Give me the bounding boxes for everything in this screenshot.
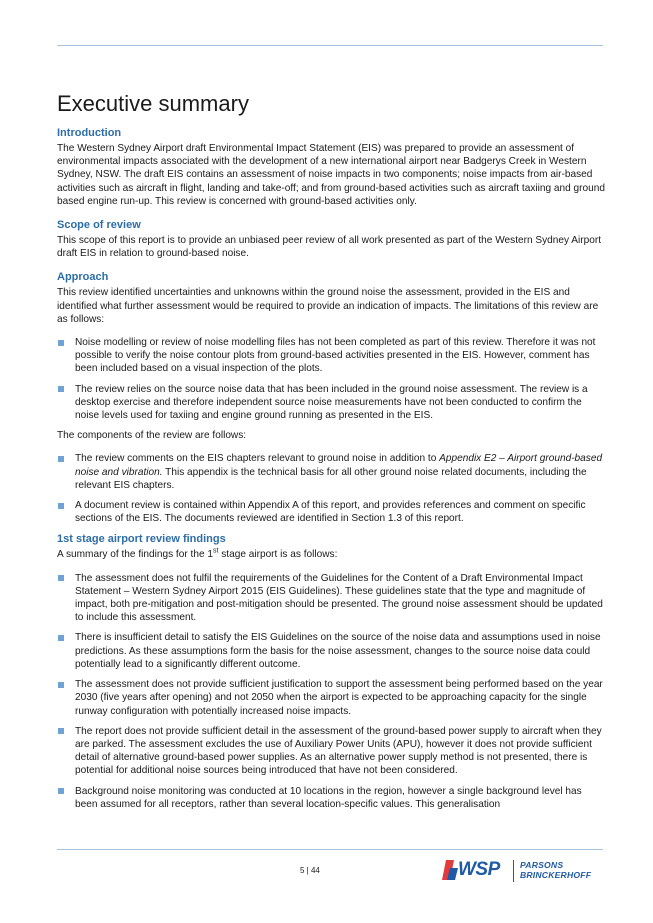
list-item: [57, 499, 605, 525]
logo-wsp-text: WSP: [458, 859, 500, 880]
appendix-reference: Appendix E2 – Airport ground-based noise and vibration.: [75, 453, 603, 478]
logo-parsons-text: PARSONS: [520, 860, 564, 870]
section-approach: [57, 270, 605, 525]
ordinal-superscript: st: [212, 548, 219, 556]
wsp-logo-mark-icon: [440, 858, 458, 882]
section-introduction: [57, 126, 605, 208]
list-item-text: The assessment does not fulfil the requirements of the Guidelines for the Content of a Draft Environmental Impact Statement – Western Sydney Airport 2015 (EIS Guidelines). These guidelines state that the type and magnitude of impact, both pre-mitigation and post-mitigation should be presented. The ground noise assessment should be updated to include this assessment.: [75, 572, 603, 624]
components-list: [57, 452, 605, 525]
components-intro: The components of the review are follows:: [57, 430, 247, 442]
page-content: [57, 90, 605, 818]
list-item-text: There is insufficient detail to satisfy the EIS Guidelines on the source of the noise data and assumptions used in noise predictions. As these assumptions form the basis for the noise assessment, changes to the source noise data could potentially lead to a significantly different outcome.: [75, 632, 601, 670]
findings-intro-pre: A summary of the findings for the 1: [57, 549, 213, 561]
list-item: [57, 336, 605, 376]
square-bullet-icon: [58, 503, 64, 509]
list-item: [57, 452, 605, 492]
section-findings: [57, 532, 605, 810]
page-title: Executive summary: [57, 91, 249, 116]
scope-heading: Scope of review: [57, 219, 141, 232]
findings-intro: [57, 548, 605, 561]
square-bullet-icon: [58, 575, 64, 581]
square-bullet-icon: [58, 682, 64, 688]
list-item-text: The review relies on the source noise data that has been included in the ground noise assessment. The review is a desktop exercise and therefore independent source noise measurements have not been conducted to confirm the noise levels used for taxiing and engine ground running as presented in the EIS.: [75, 383, 588, 422]
list-item-text: Background noise monitoring was conducted at 10 locations in the region, however a single background level has been assumed for all receptors, rather than several location-specific values. This generalisation: [75, 785, 582, 810]
list-item-text: Noise modelling or review of noise modelling files has not been completed as part of this review. Therefore it was not possible to verify the noise contour plots from ground-based activities presented in the EIS. However, comment has been included based on a visual inspection of the plots.: [75, 337, 596, 375]
list-item-text: A document review is contained within Appendix A of this report, and provides references and comment on specific sections of the EIS. The documents reviewed are identified in Section 1.3 of this report.: [75, 500, 586, 525]
findings-heading: 1st stage airport review findings: [57, 533, 226, 546]
list-item: [57, 785, 605, 811]
limitations-list: [57, 336, 605, 422]
square-bullet-icon: [58, 340, 64, 346]
header-rule: [57, 45, 603, 46]
introduction-paragraph: The Western Sydney Airport draft Environmental Impact Statement (EIS) was prepared to provide an assessment of environmental impacts associated with the development of a new international airport near Badgerys Creek in Western Sydney, NSW. The draft EIS contains an assessment of noise impacts in two components; noise impacts from air-based activities such as aircraft in flight, landing and take-off; and from ground-based activities such as aircraft taxiing and ground based engine run-up. This review is concerned with ground-based activities only.: [57, 143, 605, 207]
component1-post: This appendix is the technical basis for all other ground noise related documents, including the relevant EIS chapters.: [75, 466, 587, 491]
logo-divider: [513, 860, 514, 882]
wsp-parsons-brinckerhoff-logo: [440, 856, 600, 886]
square-bullet-icon: [58, 456, 64, 462]
component1-pre: The review comments on the EIS chapters relevant to ground noise in addition to: [75, 453, 440, 465]
list-item: [57, 572, 605, 625]
scope-paragraph: This scope of this report is to provide an unbiased peer review of all work presented as part of the Western Sydney Airport draft EIS in relation to ground-based noise.: [57, 235, 602, 260]
list-item: [57, 383, 605, 423]
approach-heading: Approach: [57, 271, 109, 284]
introduction-heading: Introduction: [57, 127, 122, 139]
list-item-text: The assessment does not provide sufficient justification to support the assessment being performed based on the year 2030 (five years after opening) and not 2050 when the airport is expected to be approaching capacity for the single runway configuration with potentially increased noise impacts.: [75, 679, 603, 717]
square-bullet-icon: [58, 788, 64, 794]
findings-list: [57, 572, 605, 811]
findings-intro-post: stage airport is as follows:: [218, 549, 338, 561]
list-item: [57, 678, 605, 718]
footer-rule: [57, 849, 603, 850]
square-bullet-icon: [58, 635, 64, 641]
list-item-text: The report does not provide sufficient detail in the assessment of the ground-based power supply to aircraft when they are parked. The assessment excludes the use of Auxiliary Power Units (APU), however it does not provide sufficient detail of alternative ground-based power supplies. As an alternative power supply method is not presented, there is potential for additional noise sources being introduced that have not been considered.: [75, 725, 602, 777]
square-bullet-icon: [58, 386, 64, 392]
list-item: [57, 725, 605, 778]
list-item: [57, 631, 605, 671]
square-bullet-icon: [58, 728, 64, 734]
logo-brinckerhoff-text: BRINCKERHOFF: [520, 870, 592, 880]
section-scope: [57, 218, 605, 260]
approach-paragraph: This review identified uncertainties and unknowns within the ground noise the assessment, provided in the EIS and identified what further assessment would be required to provide an indication of impacts. The limitations of this review are as follows:: [57, 287, 599, 325]
page-number: 5 | 44: [300, 866, 320, 875]
